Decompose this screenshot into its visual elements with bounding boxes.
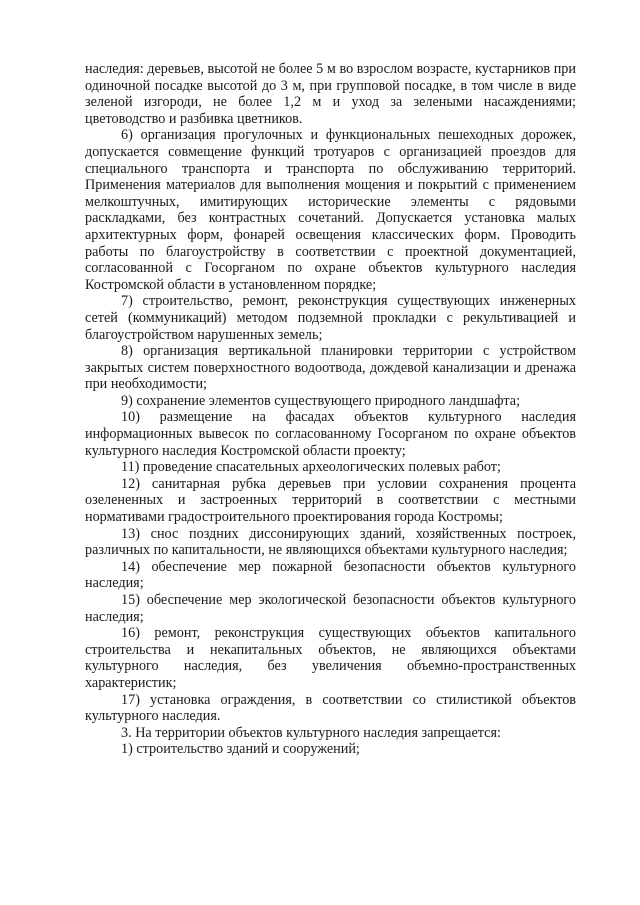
prohibited-item-1: 1) строительство зданий и сооружений; [121, 741, 360, 758]
paragraph-item-12: 12) санитарная рубка деревьев при условии сохранения процента озелененных и застроенных территорий в соответствии с местными нормативами градостроительного проектирования города Костромы; [85, 475, 576, 526]
paragraph-item-16: 16) ремонт, реконструкция существующих объектов капитального строительства и некапитальных объектов, не являющихся объектами культурного наследия, без увеличения объемно-пространственных характеристик; [85, 625, 576, 691]
paragraph-item-7: 7) строительство, ремонт, реконструкция существующих инженерных сетей (коммуникаций) методом подземной прокладки с рекультивацией и благоустройством нарушенных земель; [85, 293, 576, 343]
paragraph-item-9: 9) сохранение элементов существующего природного ландшафта; [121, 392, 521, 409]
paragraph-item-10: 10) размещение на фасадах объектов культурного наследия информационных вывесок по согласованному Госорганом по охране объектов культурного наследия Костромской области проекту; [85, 409, 576, 459]
paragraph-item-17: 17) установка ограждения, в соответствии со стилистикой объектов культурного наследия. [85, 691, 576, 725]
section-3-heading: 3. На территории объектов культурного наследия запрещается: [121, 724, 501, 741]
paragraph-item-14: 14) обеспечение мер пожарной безопасности объектов культурного наследия; [85, 558, 576, 592]
paragraph-item-13: 13) снос поздних диссонирующих зданий, хозяйственных построек, различных по капитальности, не являющихся объектами культурного наследия; [85, 525, 576, 559]
document-page [85, 61, 576, 758]
paragraph-greenery: наследия: деревьев, высотой не более 5 м во взрослом возрасте, кустарников при одиночной посадке высотой до 3 м, при групповой посадке, в том числе в виде зеленой изгороди, не более 1,2 м и уход за зелеными насаждениями; цветоводство и разбивка цветников. [85, 61, 576, 127]
paragraph-item-15: 15) обеспечение мер экологической безопасности объектов культурного наследия; [85, 592, 576, 625]
paragraph-item-8: 8) организация вертикальной планировки территории с устройством закрытых систем поверхностного водоотвода, дождевой канализации и дренажа при необходимости; [85, 343, 576, 393]
paragraph-item-6: 6) организация прогулочных и функциональных пешеходных дорожек, допускается совмещение функций тротуаров с организацией проездов для специального транспорта и транспорта по обслуживанию территорий. Применения материалов для выполнения мощения и покрытий с применением мелкоштучных, имитирующих исторические элементы с рядовыми раскладками, без контрастных сочетаний. Допускается установка малых архитектурных форм, фонарей освещения классических форм. Проводить работы по благоустройству в соответствии с проектной документацией, согласованной с Госорганом по охране объектов культурного наследия Костромской области в установленном порядке; [85, 127, 576, 293]
paragraph-item-11: 11) проведение спасательных археологических полевых работ; [121, 459, 501, 476]
